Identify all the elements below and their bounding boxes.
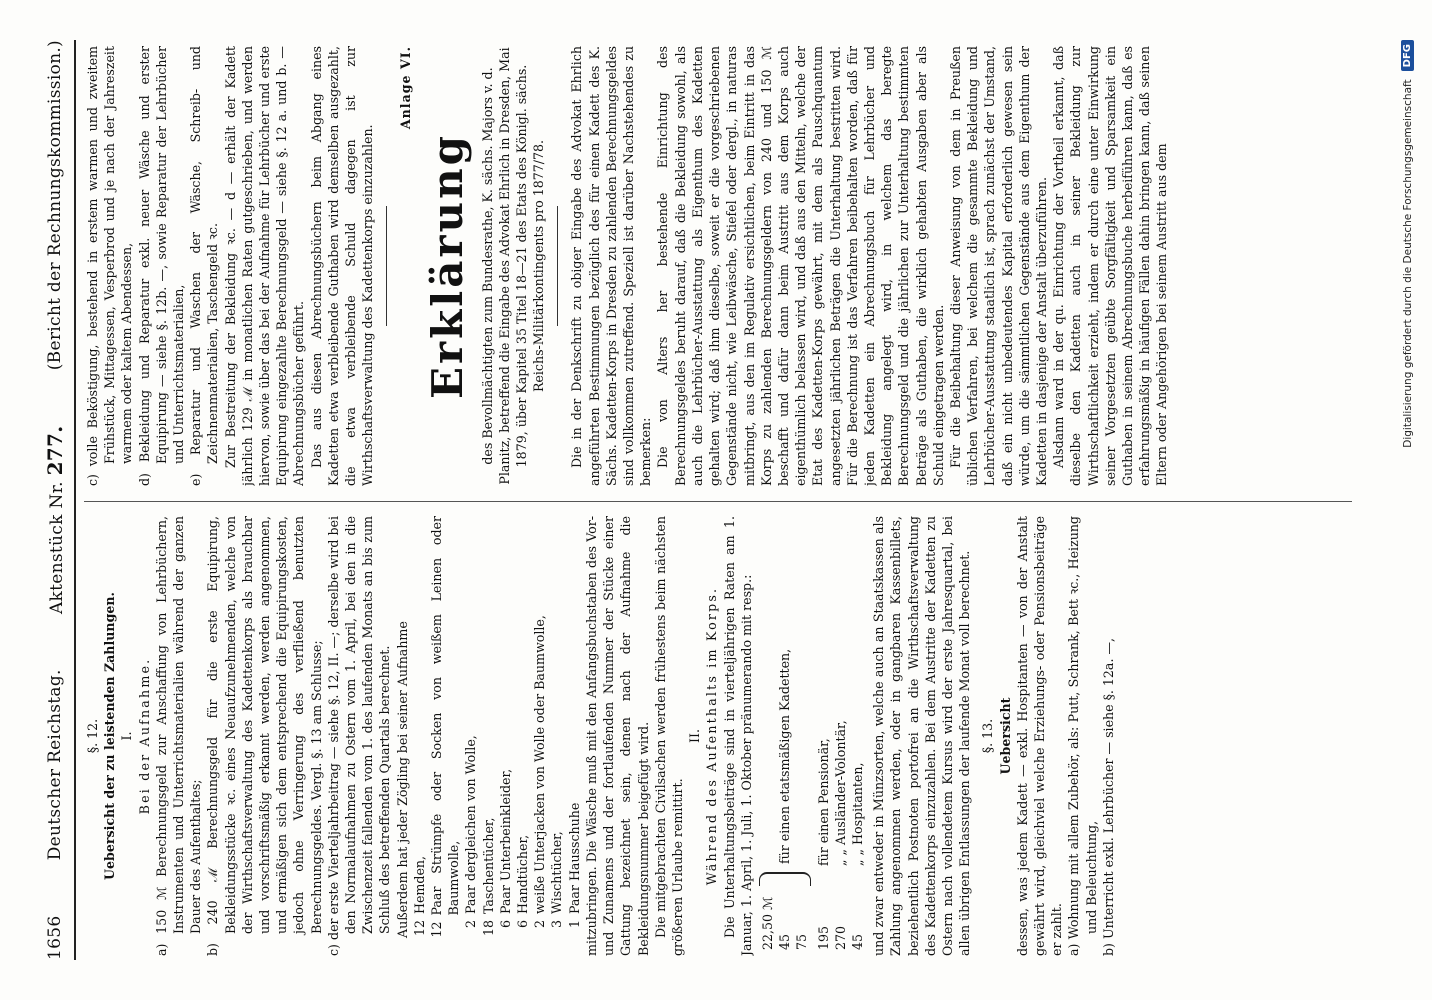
part-ii-numeral: II. bbox=[687, 729, 703, 743]
payment-item-a: a) 150 ℳ Berechnungsgeld zur Anschaffung von Lehrbüchern, Instrumenten und Unterrichtsmaterialien während der ganzen Dauer des Aufenthaltes; bbox=[153, 516, 204, 956]
provision-item-a: a) Wohnung mit allem Zubehör, als: Putt, Schrank, Bett ꝛc., Heizung und Beleuchtung, bbox=[1066, 516, 1099, 956]
fee-label bbox=[759, 516, 776, 864]
declaration-paragraph-4: Alsdann ward in der qu. Einrichtung der Vortheil erkannt, daß dieselbe den Kadetten auch in seiner Bekleidung zur Wirthschaftlichkeit erzieht, indem er durch eine unter Einwirkung seiner Vorgesetzten geübte Sorgfältigkeit und Sparsamkeit ein Guthaben in seinem Abrechnungsbuche herbeiführen kann, daß es erfahrungsmäßig in häufigen Fällen dahin bringen kann, daß seinen Eltern oder Angehörigen bei seinem Austritt aus dem bbox=[1051, 46, 1170, 486]
list-item-text: Taschentücher, bbox=[480, 817, 496, 914]
fee-amounts bbox=[759, 886, 811, 950]
list-item-qty: 6 bbox=[515, 920, 531, 929]
section-13-text: dessen, was jedem Kadett — exkl. Hospitanten — von der Anstalt gewährt wird, gleichviel welche Erziehungs- oder Pensionsbeiträge er zahlt. bbox=[1014, 516, 1065, 956]
fee-spacer bbox=[815, 866, 867, 886]
fee-amount: 45 bbox=[849, 933, 865, 950]
outfit-closing: mitzubringen. Die Wäsche muß mit den Anfangsbuchstaben des Vor- und Zunamens und der fortlaufenden Nummer der Stücke einer Gattung bezeichnet sein, denen nach der Aufnahme die Bekleidungsnummer beigefügt wird. bbox=[583, 516, 651, 956]
list-item bbox=[428, 516, 462, 956]
list-item-text: Hemden, bbox=[411, 855, 427, 914]
header-document-number-value: 277. bbox=[43, 425, 67, 476]
section-12-title: Uebersicht der zu leistenden Zahlungen. bbox=[102, 592, 118, 880]
list-item bbox=[566, 516, 583, 956]
list-item-qty: 12 bbox=[429, 921, 445, 938]
list-item-qty: 2 bbox=[532, 920, 548, 929]
declaration-paragraph-1: Die in der Denkschrift zu obiger Eingabe des Advokat Ehrlich angeführten Bestimmungen bezüglich des für einen Kadett des K. Sächs. Kadetten-Korps in Dresden zu zahlenden Berechnungsgeldes sind vollkommen zutreffend. Speziell ist darüber Nachstehendes zu bemerken: bbox=[569, 46, 654, 486]
fee-labels bbox=[759, 516, 811, 864]
right-column bbox=[84, 46, 1372, 486]
clothing-paragraph: Zur Bestreitung der Bekleidung ꝛc. — d — erhält der Kadett jährlich 129 ℳ in monatlichen Raten gutgeschrieben, und werden hiervon, sowie über das bei der Aufnahme für Lehrbücher und erste Equipirung eingezahlte Berechnungsgeld — siehe §. 12 a. und b. — Abrechnungsbücher geführt. bbox=[222, 46, 307, 486]
list-item bbox=[548, 516, 565, 956]
list-item-qty: 1 bbox=[566, 920, 582, 929]
header-document-prefix: Aktenstück Nr. bbox=[47, 481, 67, 615]
list-item bbox=[411, 516, 428, 956]
list-item-qty: 12 bbox=[411, 920, 427, 937]
section-divider bbox=[386, 206, 387, 326]
provision-item-d: d) Bekleidung und Reparatur exkl. neuer Wäsche und erster Equipirung — siehe §. 12b. —, sowie Reparatur der Lehrbücher und Unterrichtsmaterialien, bbox=[136, 46, 187, 486]
fee-amount: 45 bbox=[777, 933, 793, 950]
fee-amount: 270 bbox=[832, 925, 848, 950]
fee-label: „ „ Ausländer-Volontär, bbox=[832, 720, 848, 866]
list-item bbox=[497, 516, 514, 956]
part-ii-closing: und zwar entweder in Münzsorten, welche auch an Staatskassen als Zahlung angenommen werden, oder in gangbaren Kassenbillets, beziehentlich Postnoten portofrei an die Wirthschaftsverwaltung des Kadettenkorps einzuzahlen. Bei dem Austritte der Kadetten zu Ostern nach vollendetem Kursus wird der erste Jahresquartal, bei allen übrigen Entlassungen der laufende Monat voll berechnet. bbox=[871, 516, 973, 956]
section-13-heading: §. 13. bbox=[980, 718, 996, 754]
left-column bbox=[84, 516, 1372, 956]
header-divider bbox=[74, 40, 76, 960]
provision-item-e: e) Reparatur und Waschen der Wäsche, Schreib- und Zeichnenmaterialien, Taschengeld ꝛc. bbox=[188, 46, 221, 486]
annex-label: Anlage VI. bbox=[398, 46, 414, 130]
fee-amounts bbox=[815, 886, 867, 950]
page-footer bbox=[1401, 40, 1414, 960]
list-item-qty: 2 bbox=[463, 920, 479, 929]
fee-amount: 75 bbox=[794, 933, 810, 950]
payment-item-c: c) der erste Vierteljahrbeitrag — siehe §. 12, II. —; derselbe wird bei den Normalaufnahmen zu Ostern vom 1. April, bei den in die Zwischenzeit fallenden vom 1. des laufenden Monats an bis zum Schluß des betreffenden Quartals berechnet. bbox=[325, 516, 393, 956]
fee-label: für einen Pensionär, bbox=[815, 738, 831, 866]
part-ii-text: Die Unterhaltungsbeiträge sind in vierteljährigen Raten am 1. Januar, 1. April, 1. Juli, 1. Oktober pränumerando mit resp.: bbox=[721, 516, 754, 956]
list-item bbox=[462, 516, 479, 956]
declaration-paragraph-2: Die von Alters her bestehende Einrichtung des Berechnungsgeldes beruht darauf, daß die Bekleidung sowohl, als auch die Lehrbücher-Ausstattung als Eigenthum des Kadetten gehalten wird; daß ihm dieselbe, soweit er die vorgeschriebenen Gegenstände nicht, wie Leibwäsche, Stiefel oder dergl., in naturas mitbringt, aus den im Regulativ ersichtlichen, beim Eintritt in das Korps zu zahlenden Berechnungsgeldern von 240 und 150 ℳ beschafft und dafür dann beim Austritt aus dem Korps auch eigenthümlich belassen wird, und daß aus den Mitteln, welche der Etat des Kadetten-Korps gewährt, mit dem als Pauschquantum angesetzten jährlichen Beträgen die Unterhaltung bestritten wird. Für die Berechnung ist das Verfahren beibehalten worden, daß für jeden Kadetten ein Abrechnungsbuch für Lehrbücher und Bekleidung angelegt wird, in welchem das beregte Berechnungsgeld und die jährlichen zur Unterhaltung bestimmten Beträge als Guthaben, die wirklich gehabten Ausgaben aber als Schuld eingetragen werden. bbox=[655, 46, 946, 486]
balance-paragraph: Das aus diesen Abrechnungsbüchern beim Abgang eines Kadetten etwa verbleibende Guthaben wird demselben ausgezahlt, die etwa verbleibende Schuld dagegen ist zur Wirthschaftsverwaltung des Kadettenkorps einzuzahlen. bbox=[308, 46, 376, 486]
page-header bbox=[38, 40, 72, 960]
list-item-text: Paar dergleichen von Wolle, bbox=[463, 735, 479, 914]
list-item bbox=[514, 516, 531, 956]
list-item bbox=[531, 516, 548, 956]
outfit-list bbox=[411, 516, 583, 956]
list-item-text: Paar Unterbeinkleider, bbox=[497, 768, 513, 914]
fee-amount: 22,50 ℳ bbox=[759, 896, 775, 950]
page-number: 1656 bbox=[45, 915, 65, 960]
fee-group-others bbox=[815, 516, 867, 950]
fee-label: „ „ Hospitanten, bbox=[849, 762, 865, 866]
provision-item-c: c) volle Beköstigung, bestehend in erstem warmen und zweitem Frühstück, Mittagessen, Vesperbrod und je nach der Jahreszeit warmem oder kaltem Abendessen, bbox=[85, 46, 135, 486]
provision-item-b: b) Unterricht exkl. Lehrbücher — siehe §. 12a. —, bbox=[1100, 637, 1116, 956]
list-item-text: Handtücher, bbox=[515, 834, 531, 914]
declaration-title: Erklärung bbox=[422, 133, 472, 399]
declaration-intro: des Bevollmächtigten zum Bundesrathe, K. sächs. Majors v. d. Planitz, betreffend die Eingabe des Advokat Ehrlich in Dresden, Mai 1879, über Kapitel 35 Titel 18—21 des Etats des Königl. sächs. Reichs-Militärkontingents pro 1877/78. bbox=[479, 47, 547, 485]
header-report-title: (Bericht der Rechnungskommission.) bbox=[45, 40, 65, 371]
outfit-intro: Außerdem hat jeder Zögling bei seiner Aufnahme bbox=[394, 621, 410, 938]
header-publication: Deutscher Reichstag. bbox=[45, 669, 65, 861]
brace bbox=[759, 872, 811, 886]
outfit-closing-2: Die mitgebrachten Civilsachen werden frühestens beim nächsten größeren Urlaube remittirt. bbox=[652, 516, 685, 956]
list-item-qty: 6 bbox=[497, 920, 513, 929]
section-divider bbox=[557, 206, 558, 326]
declaration-paragraph-3: Für die Beibehaltung dieser Anweisung von dem in Preußen üblichen Verfahren, bei welchem die gesammte Bekleidung und Lehrbücher-Ausstattung staatlich ist, sprach zunächst der Umstand, daß ein nicht unbedeutendes Kapital erforderlich gewesen sein würde, um die sämmtlichen Gegenstände aus dem Eigenthum der Kadetten in dasjenige der Anstalt überzuführen. bbox=[947, 46, 1049, 486]
payment-item-b: b) 240 ℳ Berechnungsgeld für die erste Equipirung, Bekleidungsstücke ꝛc. eines Neuaufzunehmenden, welche von der Wirthschaftsverwaltung des Kadettenkorps als brauchbar und vorschriftsmäßig erkannt werden, werden angenommen, und ermäßigen sich dem entsprechend die Equipirungskosten, jedoch ohne Verringerung des verfließend benutzten Berechnungsgeldes. Vergl. §. 13 am Schlusse; bbox=[205, 516, 324, 956]
dfg-logo: DFG bbox=[1401, 40, 1414, 71]
part-i-numeral: I. bbox=[119, 731, 135, 741]
list-item-text: Paar Strümpfe oder Socken von weißem Leinen oder Baumwolle, bbox=[429, 516, 462, 916]
column-divider bbox=[84, 501, 1352, 502]
list-item-text: Paar Hausschuhe bbox=[566, 802, 582, 914]
list-item-text: weiße Unterjacken von Wolle oder Baumwolle, bbox=[532, 615, 548, 914]
list-item-text: Wischtücher, bbox=[549, 831, 565, 914]
fee-group-cadet bbox=[759, 516, 811, 950]
list-item-qty: 3 bbox=[549, 920, 565, 929]
fee-amount: 195 bbox=[815, 925, 831, 950]
section-13-title: Uebersicht bbox=[997, 697, 1013, 775]
digitization-credit: Digitalisierung gefördert durch die Deutsche Forschungsgemeinschaft bbox=[1401, 79, 1414, 448]
section-12-heading: §. 12. bbox=[85, 718, 100, 754]
fee-label: für einen etatsmäßigen Kadetten, bbox=[777, 648, 793, 864]
fee-labels bbox=[815, 516, 867, 866]
part-ii-heading: Während des Aufenthalts im Korps. bbox=[704, 586, 720, 886]
list-item bbox=[480, 516, 497, 956]
list-item-qty: 18 bbox=[480, 920, 496, 937]
header-document-number bbox=[43, 426, 67, 615]
part-i-heading: Bei der Aufnahme. bbox=[136, 657, 152, 815]
